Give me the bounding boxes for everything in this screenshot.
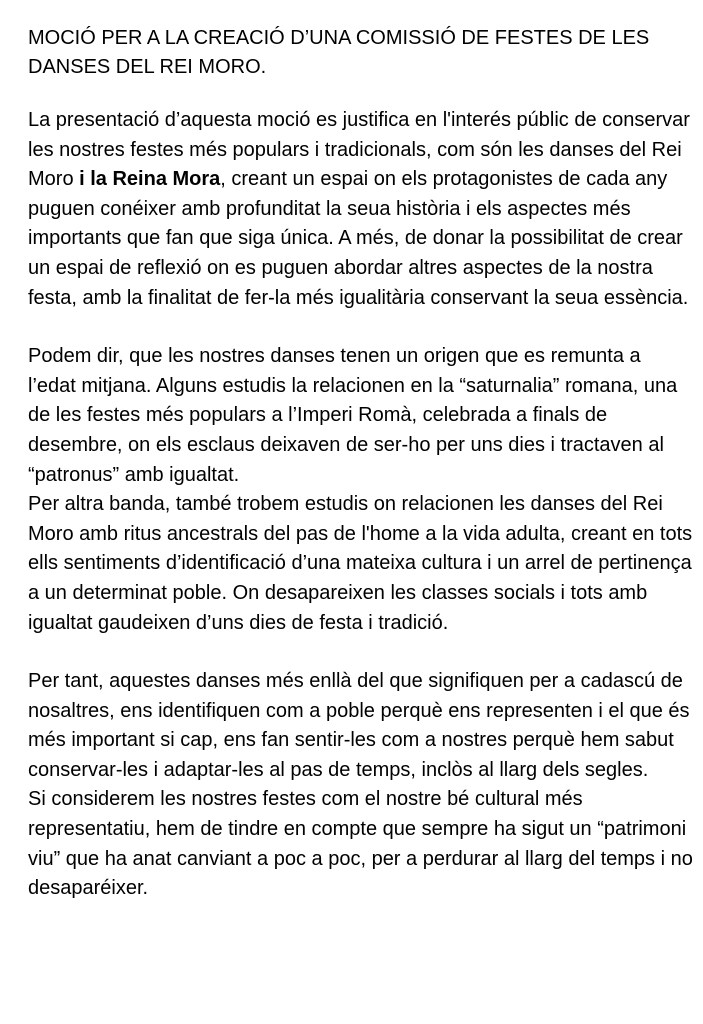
document-title: MOCIÓ PER A LA CREACIÓ D’UNA COMISSIÓ DE FESTES DE LES DANSES DEL REI MORO. — [28, 27, 650, 78]
paragraph-justification-end: , creant un espai on els protagonistes de cada any puguen conéixer amb profunditat la seua història i els aspectes més importants que fan que siga única. A més, de donar la possibilitat de crear un espai de reflexió on es puguen abordar altres aspectes de la nostra festa, amb la finalitat de fer-la més igualitària conservant la seua essència. — [28, 168, 689, 309]
paragraph-justification — [28, 106, 693, 313]
paragraph-spacer — [28, 313, 693, 342]
paragraph-rituals: Per altra banda, també trobem estudis on relacionen les danses del Rei Moro amb ritus ancestrals del pas de l'home a la vida adulta, creant en tots ells sentiments d’identificació d’una mateixa cultura i un arrel de pertinença a un determinat poble. On desapareixen les classes socials i tots amb igualtat gaudeixen d’uns dies de festa i tradició. — [28, 493, 693, 634]
paragraph-spacer — [28, 638, 693, 667]
paragraph-identity: Per tant, aquestes danses més enllà del que signifiquen per a cadascú de nosaltres, ens identifiquen com a poble perquè ens representen i el que és més important si cap, ens fan sentir-les com a nostres perquè hem sabut conservar-les i adaptar-les al pas de temps, inclòs al llarg dels segles. — [28, 670, 690, 781]
paragraph-heritage: Si considerem les nostres festes com el nostre bé cultural més representatiu, hem de tindre en compte que sempre ha sigut un “patrimoni viu” que ha anat canviant a poc a poc, per a perdurar al llarg del temps i no desaparéixer. — [28, 788, 693, 900]
document-page — [28, 24, 693, 904]
paragraph-justification-start: La presentació d’aquesta moció es justifica en l'interés públic de conservar les nostres festes més populars i tradicionals, com són les danses del Rei Moro — [28, 109, 690, 191]
paragraph-justification-bold: i la Reina Mora — [79, 168, 221, 191]
paragraph-origin: Podem dir, que les nostres danses tenen un origen que es remunta a l’edat mitjana. Alguns estudis la relacionen en la “saturnalia” romana, una de les festes més populars a l’Imperi Romà, celebrada a finals de desembre, on els esclaus deixaven de ser-ho per uns dies i tractaven al “patronus” amb igualtat. — [28, 345, 678, 486]
